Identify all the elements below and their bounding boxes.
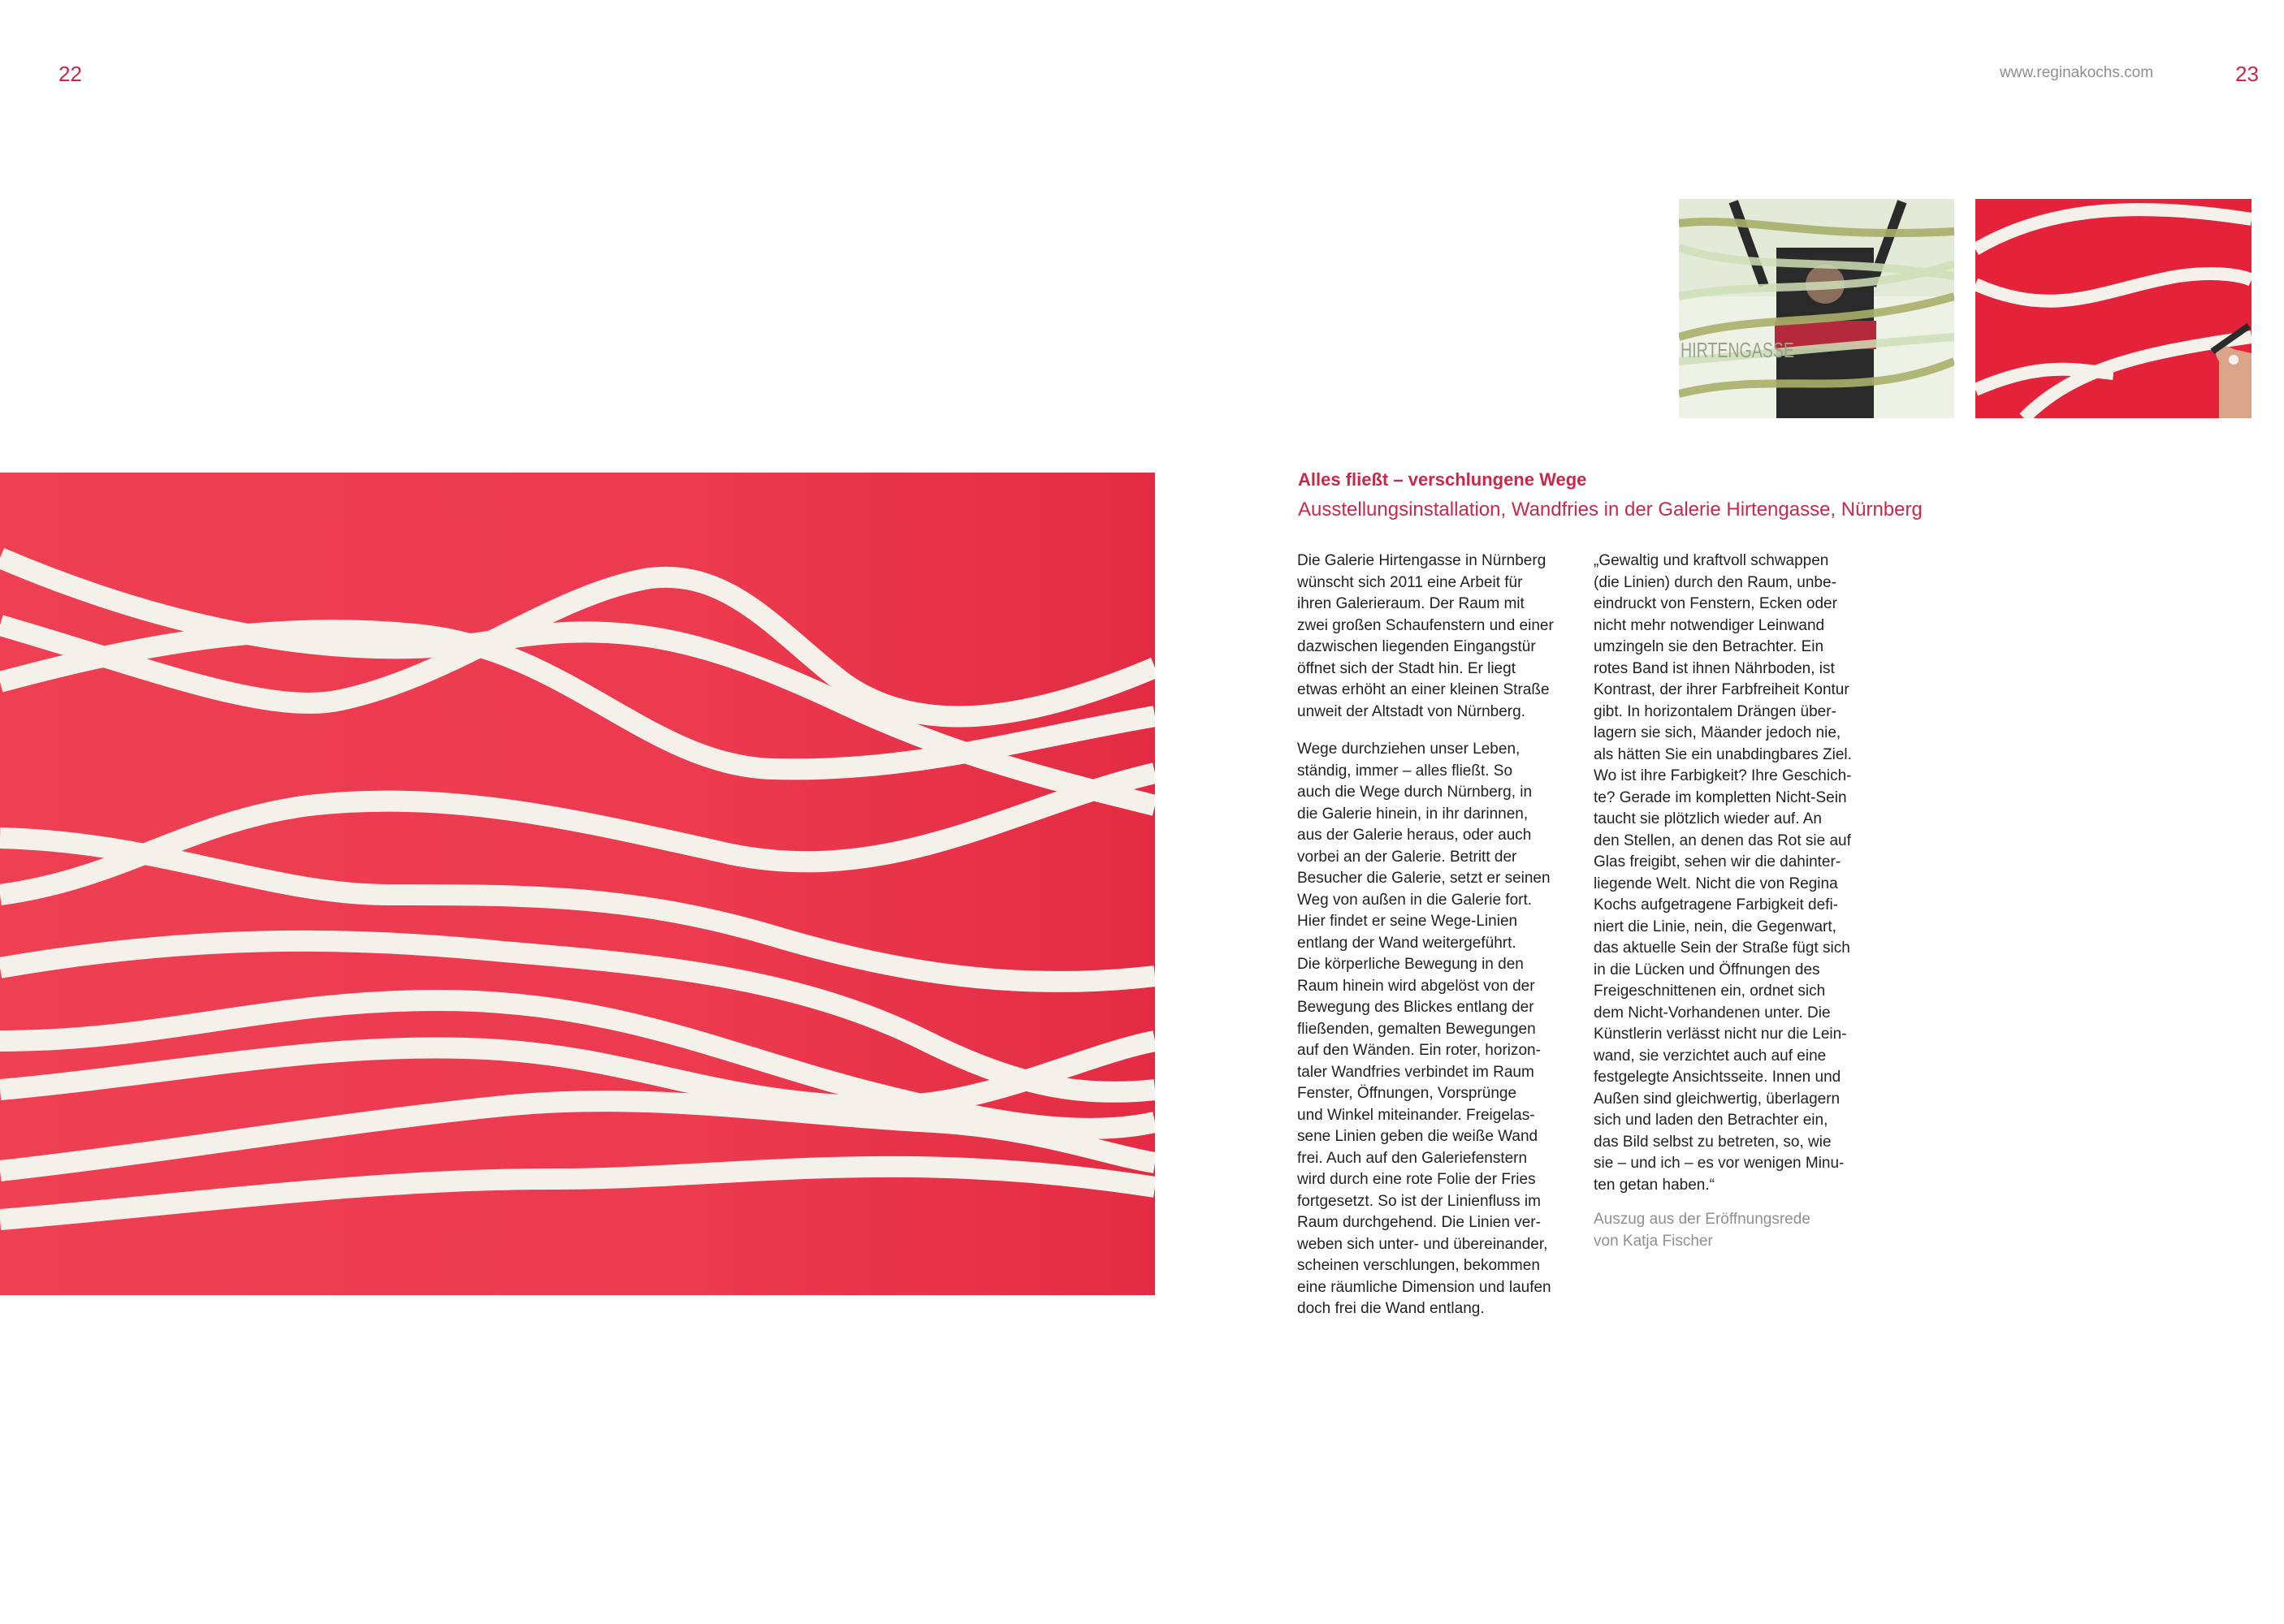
painting-detail-photo <box>1975 199 2252 418</box>
text-line: ten getan haben.“ <box>1594 1176 1715 1194</box>
text-line: Kochs aufgetragene Farbigkeit defi- <box>1594 896 1839 914</box>
page-number-left: 22 <box>58 62 82 86</box>
text-line: sie – und ich – es vor wenigen Minu- <box>1594 1155 1845 1172</box>
text-line: öffnet sich der Stadt hin. Er liegt <box>1297 659 1516 677</box>
text-line: Bewegung des Blickes entlang der <box>1297 999 1534 1016</box>
text-line: auch die Wege durch Nürnberg, in <box>1297 784 1533 801</box>
text-line: Raum hinein wird abgelöst von der <box>1297 977 1535 995</box>
paragraph <box>1297 739 1577 1320</box>
text-line: te? Gerade im kompletten Nicht-Sein <box>1594 788 1847 806</box>
text-line: ständig, immer – alles fließt. So <box>1297 762 1513 780</box>
text-line: als hätten Sie ein unabdingbares Ziel. <box>1594 745 1852 763</box>
text-line: rotes Band ist ihnen Nährboden, ist <box>1594 659 1835 677</box>
text-line: taucht sie plötzlich wieder auf. An <box>1594 810 1822 827</box>
wall-frieze-photo <box>0 473 1155 1295</box>
text-line: Raum durchgehend. Die Linien ver- <box>1297 1214 1541 1231</box>
text-line: doch frei die Wand entlang. <box>1297 1300 1485 1317</box>
text-line: die Galerie hinein, in ihr darinnen, <box>1297 805 1529 823</box>
window-lettering: HIRTENGASSE <box>1681 338 1794 362</box>
text-line: dem Nicht-Vorhandenen unter. Die <box>1594 1004 1831 1021</box>
text-line: und Winkel miteinander. Freigelas- <box>1297 1106 1535 1124</box>
text-line: sich und laden den Betrachter ein, <box>1594 1112 1828 1129</box>
text-line: sene Linien geben die weiße Wand <box>1297 1128 1538 1145</box>
text-line: Besucher die Galerie, setzt er seinen <box>1297 870 1551 887</box>
text-line: Kontrast, der ihrer Farbfreiheit Kontur <box>1594 681 1849 698</box>
text-line: Die körperliche Bewegung in den <box>1297 956 1524 973</box>
wall-frieze-svg <box>0 473 1155 1295</box>
text-line: Fenster, Öffnungen, Vorsprünge <box>1297 1085 1517 1102</box>
article-subtitle: Ausstellungsinstallation, Wandfries in der Galerie Hirtengasse, Nürnberg <box>1298 499 1923 520</box>
website-url[interactable]: www.reginakochs.com <box>2000 64 2154 81</box>
text-line: Künstlerin verlässt nicht nur die Lein- <box>1594 1026 1847 1043</box>
text-line: wünscht sich 2011 eine Arbeit für <box>1297 573 1523 591</box>
text-line: Wo ist ihre Farbigkeit? Ihre Geschich- <box>1594 767 1852 784</box>
quote-source-line: Auszug aus der Eröffnungsrede <box>1594 1211 1810 1228</box>
text-line: den Stellen, an denen das Rot sie auf <box>1594 831 1851 849</box>
text-line: festgelegte Ansichtsseite. Innen und <box>1594 1069 1841 1086</box>
text-line: das aktuelle Sein der Straße fügt sich <box>1594 939 1850 957</box>
paragraph <box>1594 551 1874 1196</box>
article-title: Alles fließt – verschlungene Wege <box>1298 469 1587 490</box>
text-line: weben sich unter- und übereinander, <box>1297 1235 1548 1253</box>
text-line: ihren Galerieraum. Der Raum mit <box>1297 595 1525 612</box>
text-line: frei. Auch auf den Galeriefenstern <box>1297 1149 1528 1167</box>
text-line: niert die Linie, nein, die Gegenwart, <box>1594 918 1836 935</box>
text-line: Glas freigibt, sehen wir die dahinter- <box>1594 853 1841 870</box>
text-line: auf den Wänden. Ein roter, horizon- <box>1297 1042 1541 1059</box>
text-line: zwei großen Schaufenstern und einer <box>1297 616 1554 634</box>
page-number-right: 23 <box>2235 62 2259 86</box>
paragraph <box>1297 551 1577 723</box>
text-line: eine räumliche Dimension und laufen <box>1297 1278 1551 1296</box>
text-line: liegende Welt. Nicht die von Regina <box>1594 875 1838 892</box>
text-line: Außen sind gleichwertig, überlagern <box>1594 1090 1841 1108</box>
quote-source <box>1594 1209 1874 1252</box>
text-line: dazwischen liegenden Eingangstür <box>1297 638 1536 655</box>
text-line: Die Galerie Hirtengasse in Nürnberg <box>1297 552 1546 569</box>
text-line: in die Lücken und Öffnungen des <box>1594 961 1820 978</box>
text-line: Wege durchziehen unser Leben, <box>1297 741 1521 758</box>
installation-window-photo <box>1679 199 1954 418</box>
text-line: Freigeschnittenen ein, ordnet sich <box>1594 983 1826 1000</box>
text-line: unweit der Altstadt von Nürnberg. <box>1297 702 1525 720</box>
text-line: wird durch eine rote Folie der Fries <box>1297 1171 1536 1188</box>
text-line: gibt. In horizontalem Drängen über- <box>1594 702 1836 720</box>
text-line: das Bild selbst zu betreten, so, wie <box>1594 1133 1832 1151</box>
text-line: taler Wandfries verbindet im Raum <box>1297 1063 1534 1081</box>
text-line: wand, sie verzichtet auch auf eine <box>1594 1047 1827 1065</box>
text-line: nicht mehr notwendiger Leinwand <box>1594 616 1825 634</box>
quote-source-line: von Katja Fischer <box>1594 1232 1713 1250</box>
text-line: „Gewaltig und kraftvoll schwappen <box>1594 552 1829 569</box>
text-line: (die Linien) durch den Raum, unbe- <box>1594 573 1836 591</box>
text-line: scheinen verschlungen, bekommen <box>1297 1257 1540 1274</box>
text-line: vorbei an der Galerie. Betritt der <box>1297 848 1517 866</box>
body-column-right <box>1594 551 1874 1252</box>
text-line: lagern sie sich, Mäander jedoch nie, <box>1594 724 1841 741</box>
text-line: eindruckt von Fenstern, Ecken oder <box>1594 595 1837 612</box>
text-line: Hier findet er seine Wege-Linien <box>1297 913 1518 930</box>
text-line: umzingeln sie den Betrachter. Ein <box>1594 638 1824 655</box>
text-line: fortgesetzt. So ist der Linienfluss im <box>1297 1192 1541 1210</box>
body-column-left <box>1297 551 1577 1320</box>
text-line: etwas erhöht an einer kleinen Straße <box>1297 681 1550 698</box>
text-line: aus der Galerie heraus, oder auch <box>1297 827 1532 844</box>
text-line: Weg von außen in die Galerie fort. <box>1297 891 1533 909</box>
text-line: entlang der Wand weitergeführt. <box>1297 934 1516 952</box>
text-line: fließenden, gemalten Bewegungen <box>1297 1020 1536 1038</box>
